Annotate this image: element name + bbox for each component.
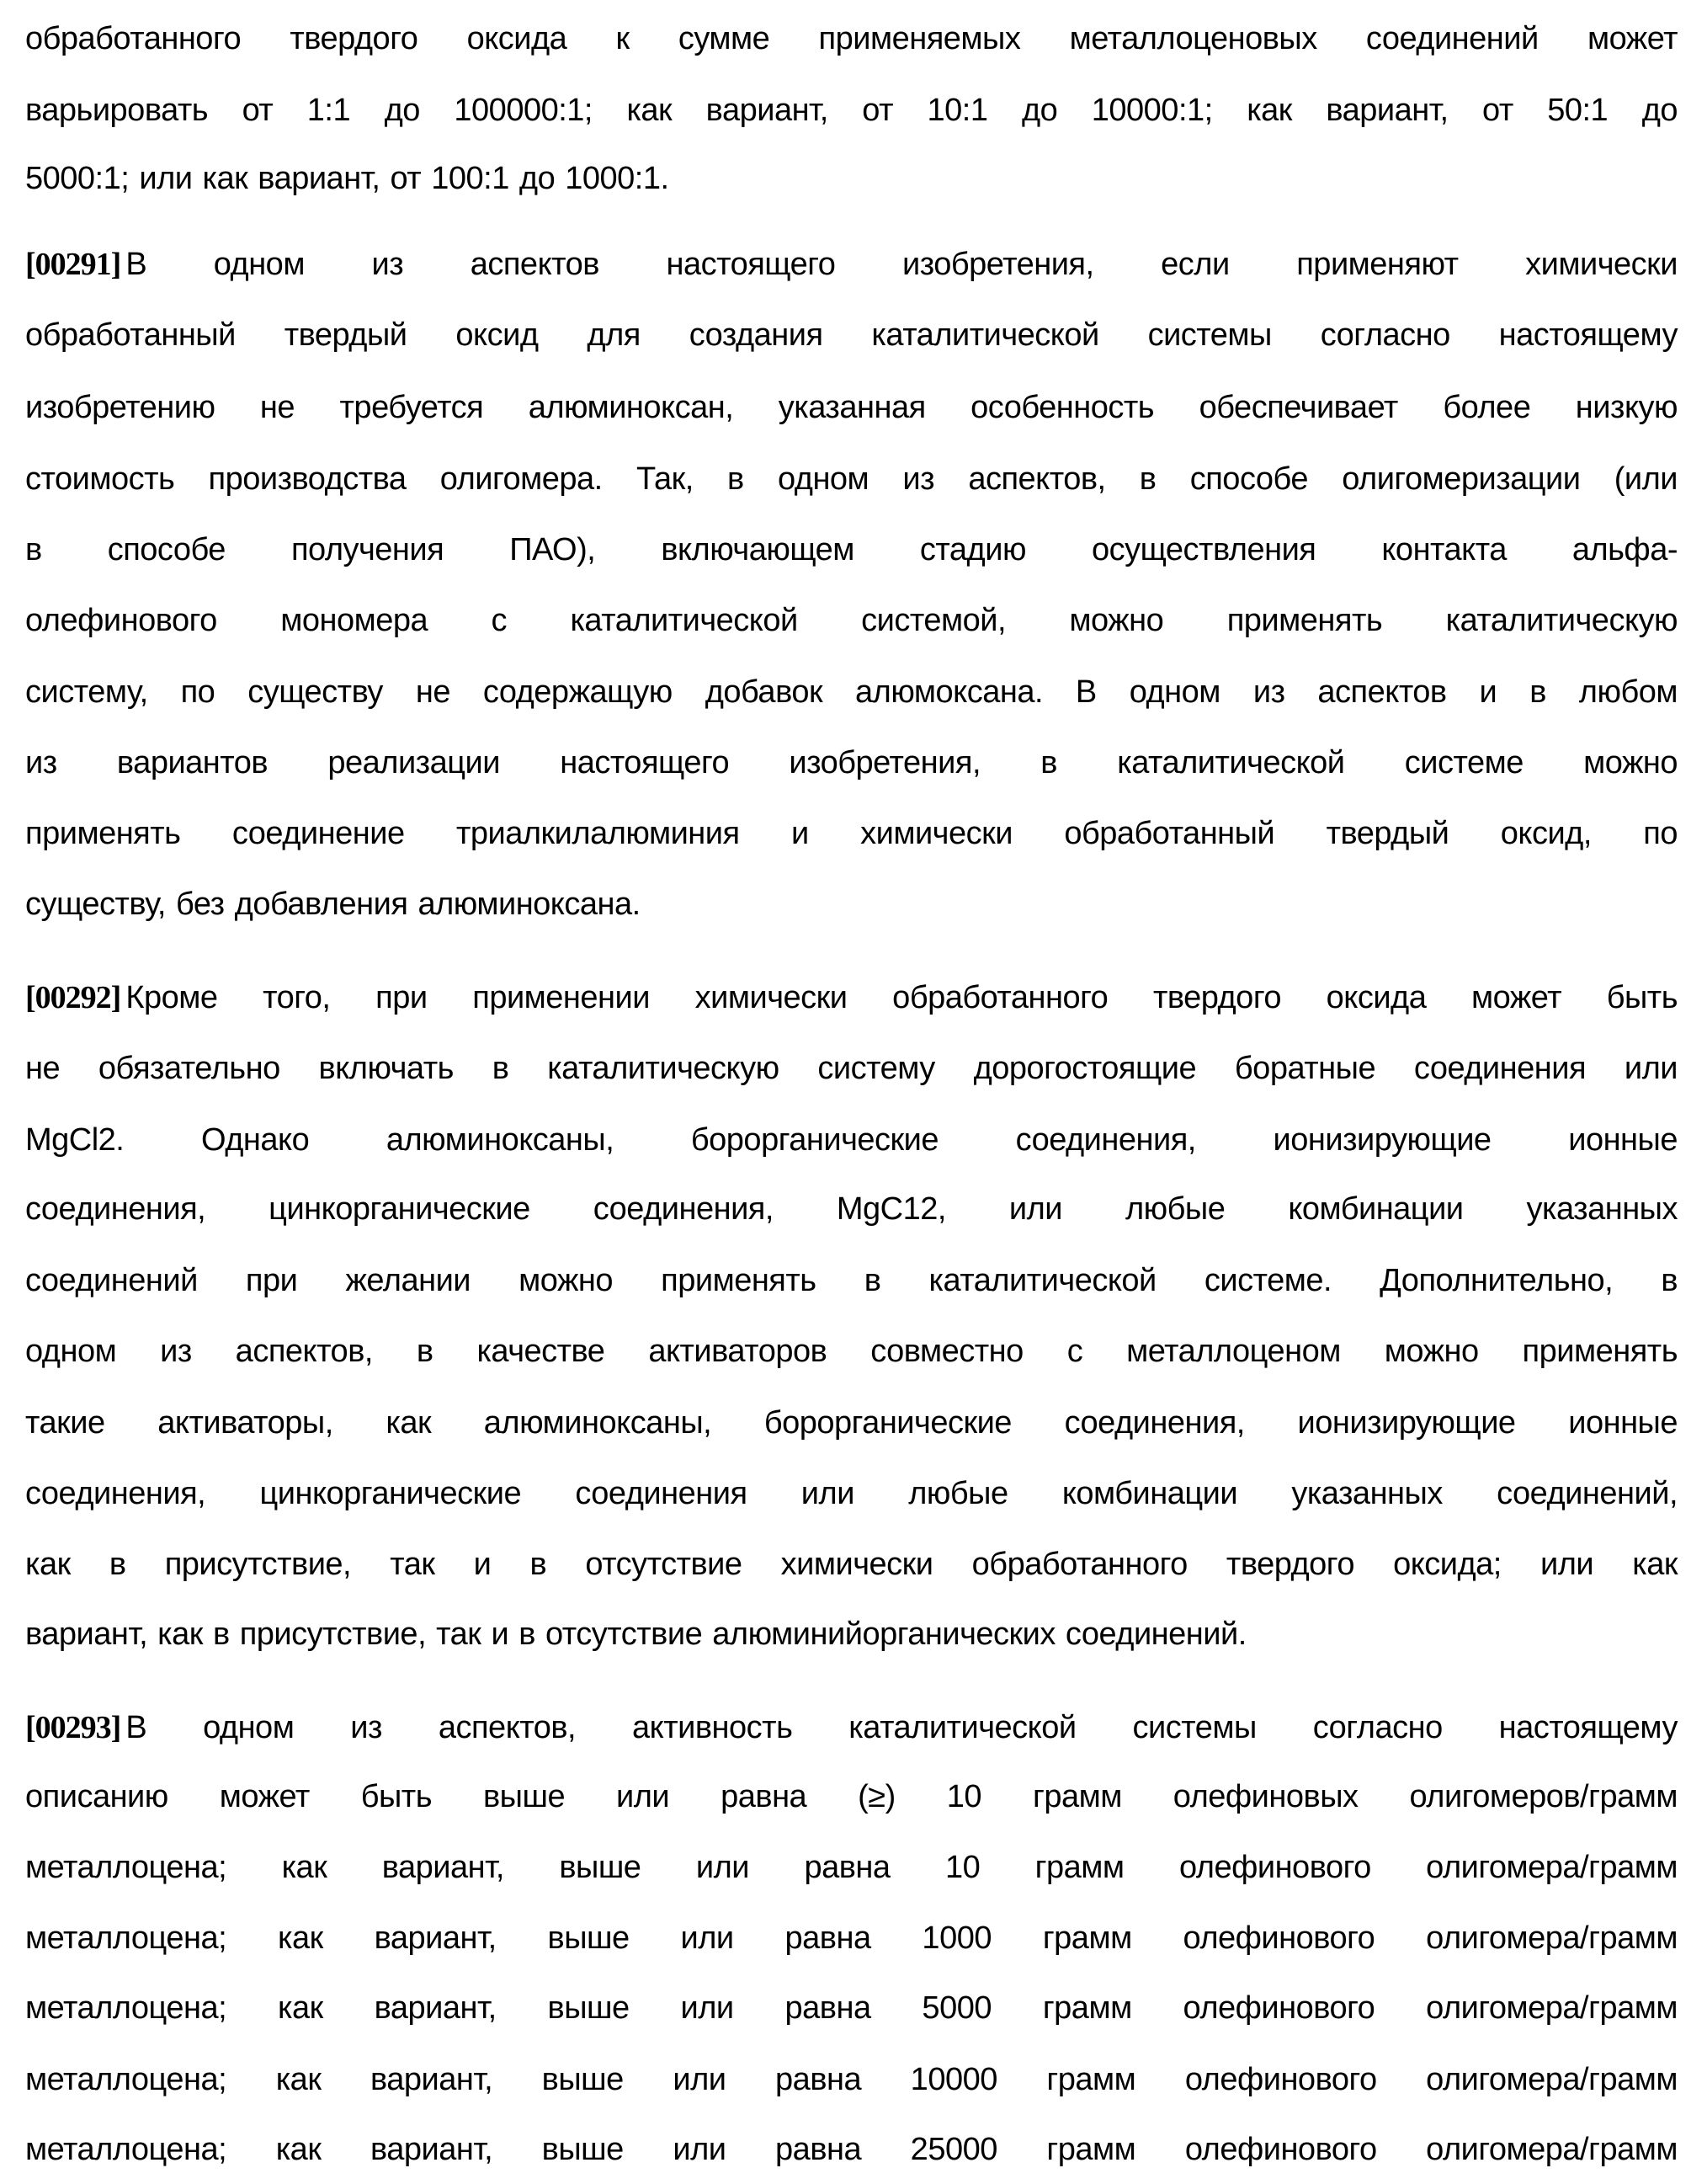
paragraph-line [25, 528, 1678, 572]
paragraph-line [25, 1986, 1678, 2030]
line-text: как в присутствие, так и в отсутствие химически обработанного твердого оксида; или как [25, 1547, 1678, 1582]
paragraph-line [25, 1472, 1678, 1515]
paragraph-number: [00293] [25, 1710, 121, 1745]
line-text: вариант, как в присутствие, так и в отсутствие алюминийорганических соединений. [25, 1617, 1247, 1652]
paragraph-line [25, 2128, 1678, 2171]
line-text: существу, без добавления алюминоксана. [25, 887, 641, 922]
line-text: металлоцена; как вариант, выше или равна 5000 грамм олефинового олигомера/грамм [25, 1990, 1678, 2026]
paragraph-line [25, 1329, 1678, 1373]
line-text: одном из аспектов, в качестве активаторов совместно с металлоценом можно применять [25, 1334, 1678, 1369]
paragraph-line [25, 457, 1678, 501]
paragraph-line [25, 1401, 1678, 1445]
paragraph-line [25, 976, 1678, 1020]
paragraph-line [25, 812, 1678, 855]
line-text: не обязательно включать в каталитическую систему дорогостоящие боратные соединения или [25, 1051, 1678, 1086]
paragraph-line [25, 386, 1678, 429]
paragraph-line [25, 1775, 1678, 1819]
paragraph-line [25, 157, 1678, 200]
paragraph-line [25, 1916, 1678, 1960]
line-text: соединения, цинкорганические соединения или любые комбинации указанных соединений, [25, 1476, 1678, 1511]
line-text: изобретению не требуется алюминоксан, указанная особенность обеспечивает более низкую [25, 390, 1678, 425]
line-text: металлоцена; как вариант, выше или равна 10 грамм олефинового олигомера/грамм [25, 1850, 1678, 1885]
line-text: 5000:1; или как вариант, от 100:1 до 1000:1. [25, 161, 669, 196]
paragraph-line [25, 313, 1678, 357]
paragraph-line [25, 1706, 1678, 1750]
paragraph-number: [00292] [25, 980, 121, 1015]
line-text: варьировать от 1:1 до 100000:1; как вариант, от 10:1 до 10000:1; как вариант, от 50:1 до [25, 93, 1678, 128]
paragraph-line [25, 88, 1678, 132]
line-text: соединения, цинкорганические соединения, MgC12, или любые комбинации указанных [25, 1191, 1678, 1227]
paragraph-number: [00291] [25, 247, 121, 282]
line-text: такие активаторы, как алюминоксаны, борорганические соединения, ионизирующие ионные [25, 1405, 1678, 1441]
paragraph-line [25, 882, 1678, 926]
paragraph-line [25, 1187, 1678, 1231]
line-text: В одном из аспектов, активность каталитической системы согласно настоящему [125, 1710, 1678, 1745]
paragraph-line [25, 242, 1678, 286]
paragraph-line [25, 1259, 1678, 1302]
paragraph-line [25, 1047, 1678, 1090]
paragraph-line [25, 1612, 1678, 1656]
line-text: обработанный твердый оксид для создания каталитической системы согласно настоящему [25, 317, 1678, 353]
line-text: систему, по существу не содержащую добавок алюмоксана. В одном из аспектов и в любом [25, 674, 1678, 710]
line-text: из вариантов реализации настоящего изобретения, в каталитической системе можно [25, 745, 1678, 780]
line-text: металлоцена; как вариант, выше или равна 1000 грамм олефинового олигомера/грамм [25, 1920, 1678, 1956]
paragraph-line [25, 741, 1678, 785]
line-text: MgCl2. Однако алюминоксаны, борорганические соединения, ионизирующие ионные [25, 1122, 1678, 1158]
line-text: обработанного твердого оксида к сумме применяемых металлоценовых соединений может [25, 21, 1678, 56]
line-text: описанию может быть выше или равна (≥) 10 грамм олефиновых олигомеров/грамм [25, 1779, 1678, 1814]
line-text: олефинового мономера с каталитической системой, можно применять каталитическую [25, 603, 1678, 638]
line-text: Кроме того, при применении химически обработанного твердого оксида может быть [125, 980, 1678, 1015]
paragraph-line [25, 1846, 1678, 1889]
paragraph-line [25, 1542, 1678, 1586]
line-text: металлоцена; как вариант, выше или равна 25000 грамм олефинового олигомера/грамм [25, 2132, 1678, 2167]
paragraph-line [25, 1118, 1678, 1162]
line-text: в способе получения ПАО), включающем стадию осуществления контакта альфа- [25, 532, 1678, 567]
paragraph-line [25, 670, 1678, 714]
paragraph-line [25, 2058, 1678, 2101]
line-text: В одном из аспектов настоящего изобретения, если применяют химически [125, 247, 1678, 282]
line-text: соединений при желании можно применять в каталитической системе. Дополнительно, в [25, 1263, 1678, 1298]
line-text: стоимость производства олигомера. Так, в одном из аспектов, в способе олигомеризации (или [25, 461, 1678, 497]
paragraph-line [25, 17, 1678, 61]
line-text: применять соединение триалкилалюминия и химически обработанный твердый оксид, по [25, 816, 1678, 851]
line-text: металлоцена; как вариант, выше или равна 10000 грамм олефинового олигомера/грамм [25, 2062, 1678, 2097]
paragraph-line [25, 599, 1678, 642]
